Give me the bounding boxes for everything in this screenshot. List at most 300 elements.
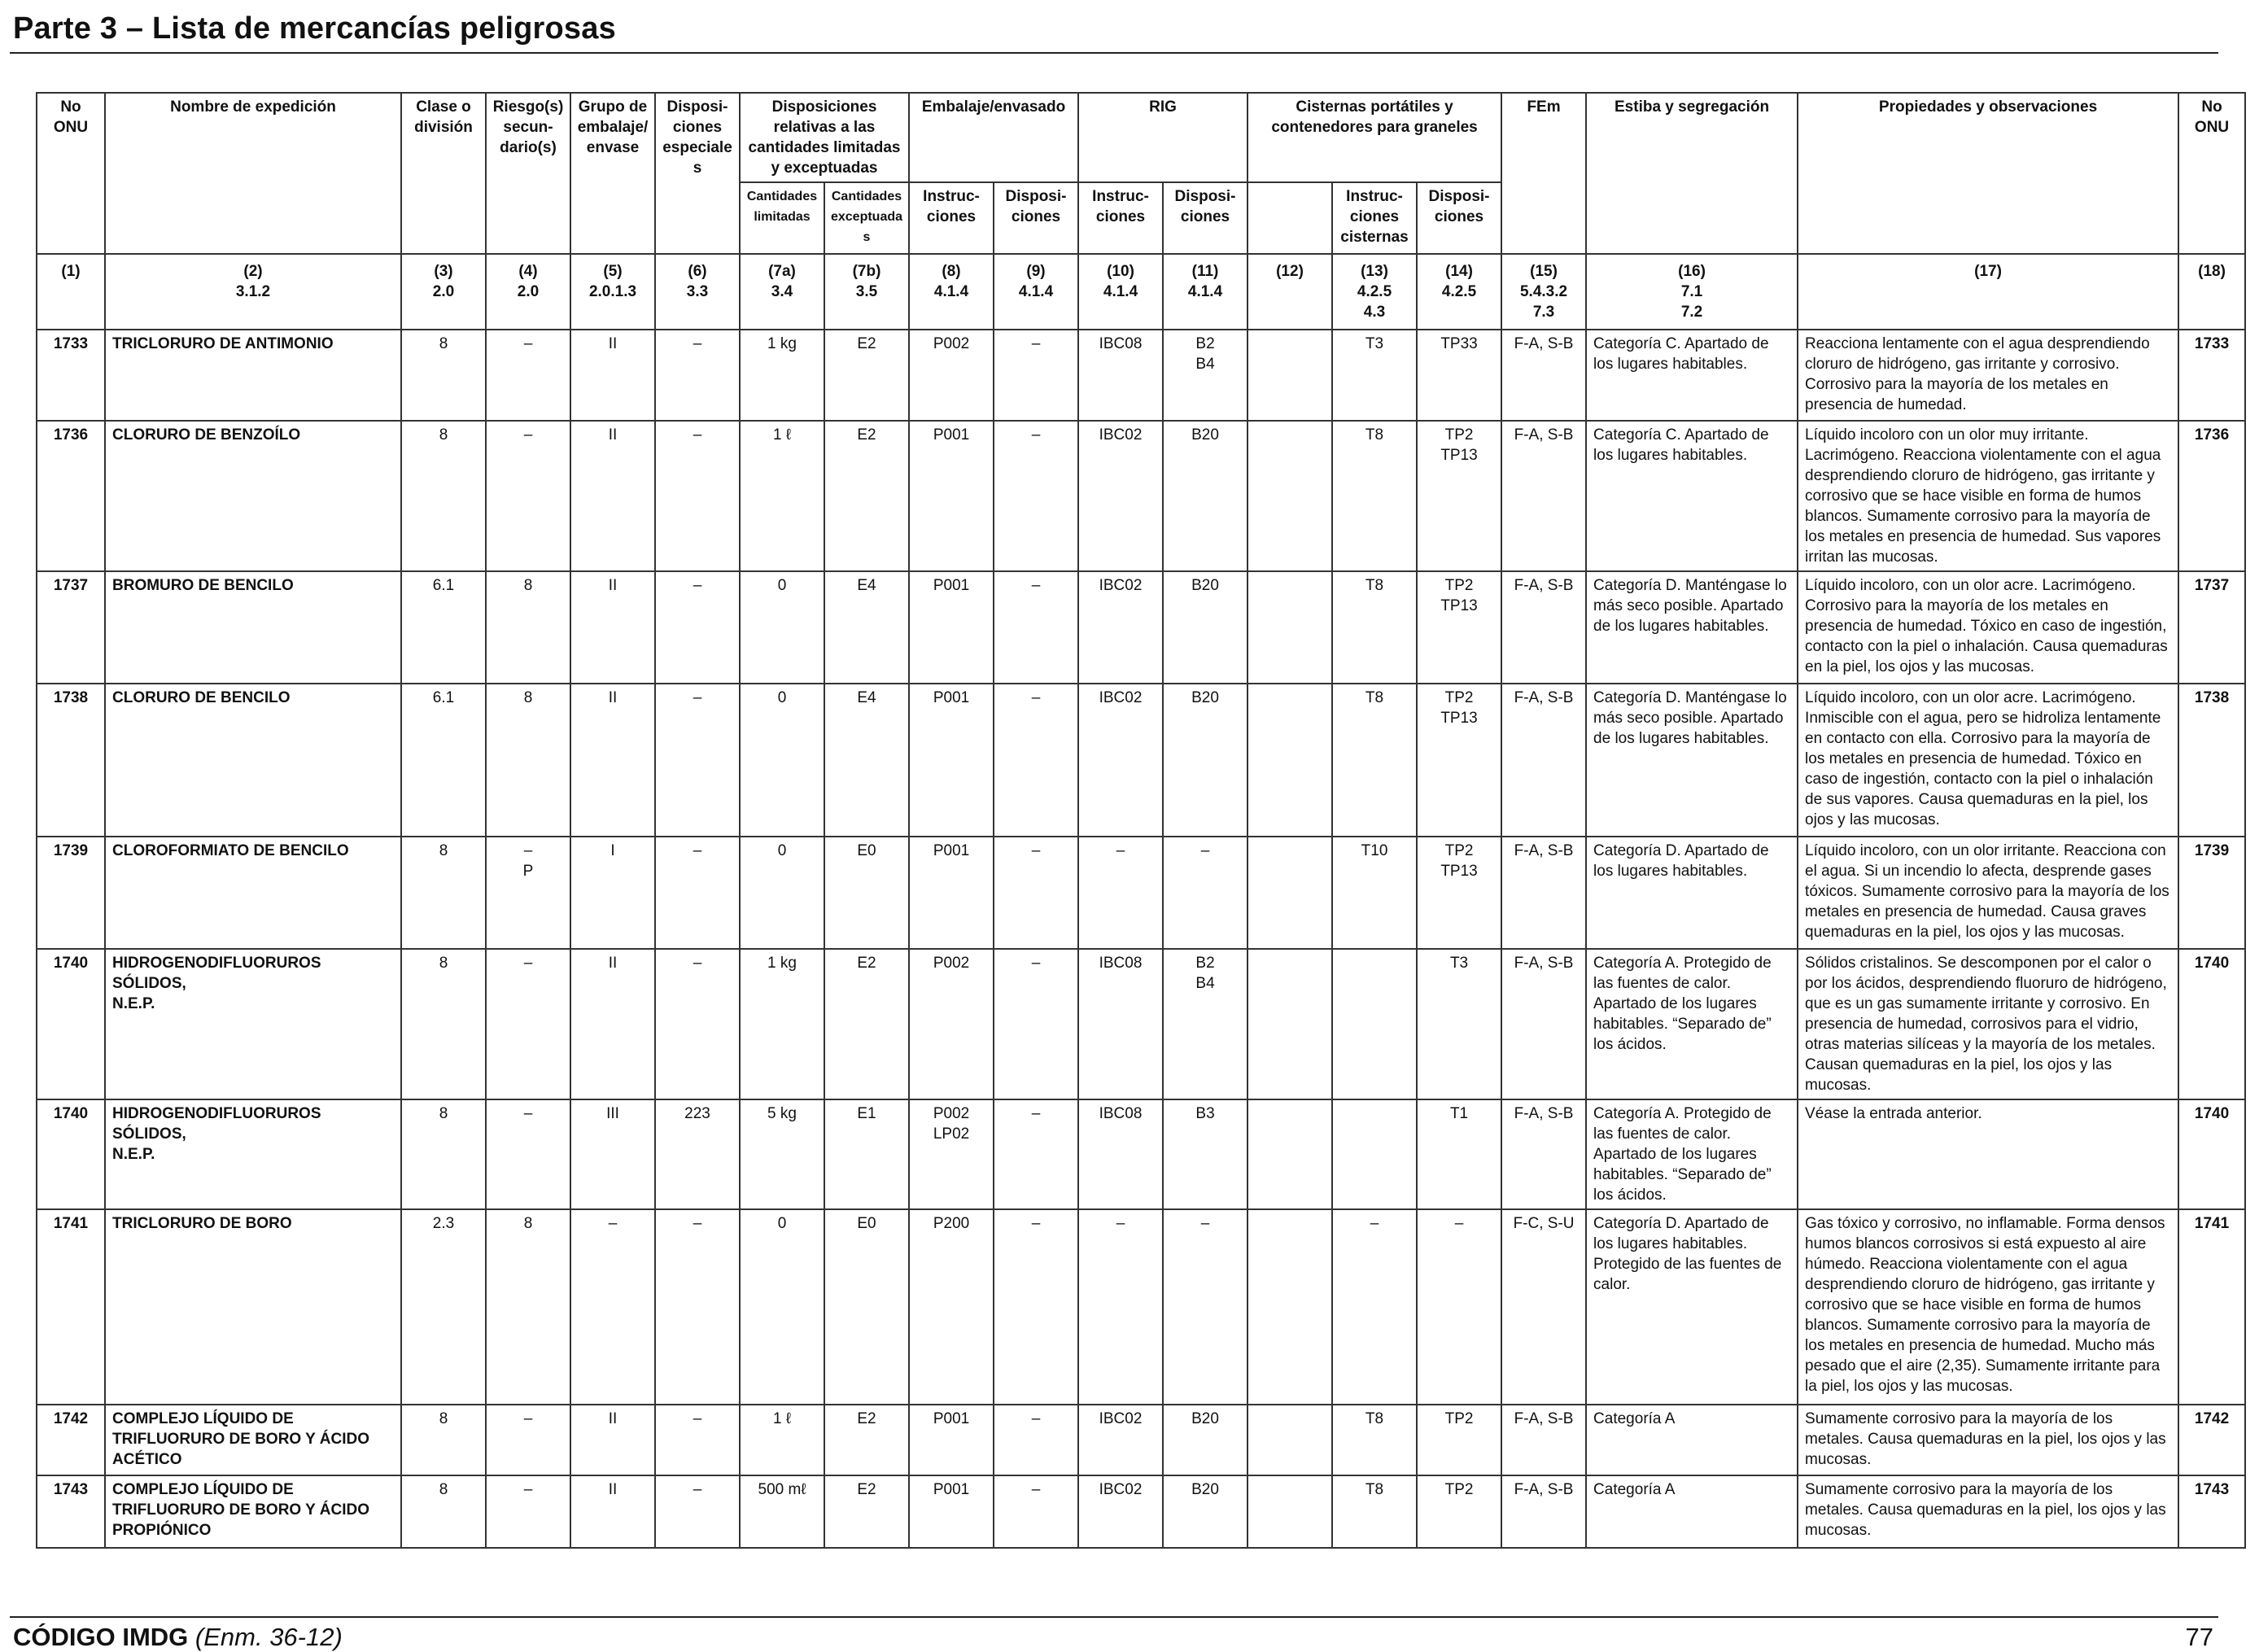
table-row xyxy=(37,571,2245,684)
ref-number-line: 4.1.4 xyxy=(1187,283,1223,300)
ibc-provision-cell-line: B3 xyxy=(1195,1105,1215,1122)
imo-tank-cell xyxy=(1247,837,1332,949)
ref-number-line: (13) xyxy=(1361,263,1388,280)
special-provisions-cell: – xyxy=(655,421,740,571)
packing-instruction-cell xyxy=(909,1099,994,1209)
ibc-provision-cell xyxy=(1163,949,1247,1099)
un-number-cell: 1736 xyxy=(37,421,105,571)
ref-number-line: (12) xyxy=(1276,263,1304,280)
ref-number-line: 3.5 xyxy=(855,283,878,300)
class-cell: 6.1 xyxy=(401,684,486,837)
col-header-class: Clase o división xyxy=(401,93,486,254)
ibc-instruction-cell: IBC02 xyxy=(1078,1405,1163,1475)
packing-group-cell: III xyxy=(570,1099,655,1209)
col-header-packing-provisions: Disposi-ciones xyxy=(994,182,1078,254)
shipping-name-cell xyxy=(105,421,401,571)
imo-tank-cell xyxy=(1247,571,1332,684)
table-body xyxy=(37,330,2245,1548)
packing-instruction-cell-line: P200 xyxy=(933,1215,970,1232)
special-provisions-cell: – xyxy=(655,1405,740,1475)
properties-cell: Véase la entrada anterior. xyxy=(1798,1099,2178,1209)
packing-provision-cell: – xyxy=(994,837,1078,949)
properties-cell: Sumamente corrosivo para la mayoría de los metales. Causa quemaduras en la piel, los ojos y las mucosas. xyxy=(1798,1475,2178,1548)
imo-tank-cell xyxy=(1247,1099,1332,1209)
ref-number-cell xyxy=(486,254,570,330)
subsidiary-risk-cell-line: 8 xyxy=(523,689,533,706)
class-cell: 8 xyxy=(401,837,486,949)
tank-instruction-cell xyxy=(1332,949,1417,1099)
ibc-provision-cell-line: B20 xyxy=(1191,426,1219,444)
class-cell: 8 xyxy=(401,421,486,571)
properties-cell: Líquido incoloro, con un olor irritante. Reacciona con el agua. Si un incendio lo afecta, desprende gases tóxicos. Sumamente corrosivo para la mayoría de los metales en presencia de humedad. Causa graves quemaduras en la piel, los ojos y las mucosas. xyxy=(1798,837,2178,949)
packing-instruction-cell xyxy=(909,330,994,421)
special-provisions-cell: – xyxy=(655,1209,740,1405)
packing-instruction-cell-line: P002 xyxy=(933,955,970,972)
packing-instruction-cell-line: P002 xyxy=(933,335,970,352)
ref-number-cell xyxy=(824,254,909,330)
subsidiary-risk-cell-line: 8 xyxy=(523,1215,533,1232)
ref-number-line: 7.2 xyxy=(1680,304,1703,321)
packing-instruction-cell xyxy=(909,421,994,571)
shipping-name-cell xyxy=(105,1099,401,1209)
subsidiary-risk-cell xyxy=(486,1475,570,1548)
ref-number-line: (3) xyxy=(434,263,453,280)
ibc-instruction-cell: IBC02 xyxy=(1078,1475,1163,1548)
tank-provision-cell xyxy=(1417,330,1501,421)
limited-quantity-cell: 500 mℓ xyxy=(740,1475,824,1548)
ref-number-cell xyxy=(2178,254,2245,330)
subsidiary-risk-cell-line: – xyxy=(523,426,533,444)
table-row xyxy=(37,330,2245,421)
tank-provision-cell xyxy=(1417,1099,1501,1209)
subsidiary-risk-cell-line: 8 xyxy=(523,577,533,594)
reference-number-row xyxy=(37,254,2245,330)
packing-instruction-cell xyxy=(909,571,994,684)
tank-provision-cell-line: TP13 xyxy=(1440,863,1478,880)
ibc-provision-cell xyxy=(1163,1475,1247,1548)
tank-instruction-cell: T3 xyxy=(1332,330,1417,421)
col-header-ibc-provisions: Disposi-ciones xyxy=(1163,182,1247,254)
un-number-cell: 1737 xyxy=(37,571,105,684)
class-cell: 8 xyxy=(401,330,486,421)
shipping-name-cell-line: BROMURO DE BENCILO xyxy=(112,577,294,594)
tank-provision-cell-line: T3 xyxy=(1449,955,1469,972)
packing-instruction-cell xyxy=(909,684,994,837)
ref-number-line: (1) xyxy=(61,263,81,280)
subsidiary-risk-cell-line: – xyxy=(523,1105,533,1122)
limited-quantity-cell: 0 xyxy=(740,684,824,837)
ref-number-line: (6) xyxy=(688,263,707,280)
special-provisions-cell: – xyxy=(655,571,740,684)
packing-instruction-cell xyxy=(909,1405,994,1475)
dangerous-goods-table-wrapper xyxy=(36,92,2246,1549)
ibc-provision-cell-line: B4 xyxy=(1195,975,1215,992)
packing-provision-cell: – xyxy=(994,1209,1078,1405)
excepted-quantity-cell: E4 xyxy=(824,684,909,837)
packing-group-cell: II xyxy=(570,421,655,571)
special-provisions-cell: 223 xyxy=(655,1099,740,1209)
packing-instruction-cell-line: P001 xyxy=(933,426,970,444)
ems-cell: F-A, S-B xyxy=(1501,837,1586,949)
ibc-provision-cell-line: B20 xyxy=(1191,1410,1219,1427)
properties-cell: Gas tóxico y corrosivo, no inflamable. Forma densos humos blancos corrosivos si está expuesto al aire húmedo. Reacciona violentamente con el agua desprendiendo cloruro de hidrógeno, gas irritante y corrosivo que se hace visible en forma de humos blancos. Sumamente corrosivo para la mayoría de los metales en presencia de humedad. Mucho más pesado que el aire (2,35). Sumamente irritante para la piel, los ojos y las mucosas. xyxy=(1798,1209,2178,1405)
imo-tank-cell xyxy=(1247,1405,1332,1475)
footer-amendment: (Enm. 36-12) xyxy=(194,1623,343,1651)
un-number-cell: 1741 xyxy=(37,1209,105,1405)
subsidiary-risk-cell-line: – xyxy=(523,1410,533,1427)
ibc-provision-cell xyxy=(1163,421,1247,571)
stowage-cell: Categoría D. Manténgase lo más seco posible. Apartado de los lugares habitables. xyxy=(1586,571,1798,684)
packing-group-cell: II xyxy=(570,571,655,684)
col-header-onu-end: No ONU xyxy=(2178,93,2245,254)
col-header-limited-quantities: Cantidades limitadas xyxy=(740,182,824,254)
ref-number-line: (9) xyxy=(1026,263,1046,280)
ref-number-line: 4.1.4 xyxy=(1018,283,1054,300)
tank-instruction-cell: – xyxy=(1332,1209,1417,1405)
shipping-name-cell-line: ACÉTICO xyxy=(112,1451,182,1468)
tank-provision-cell-line: TP2 xyxy=(1444,577,1474,594)
ref-number-line: 3.4 xyxy=(771,283,793,300)
subsidiary-risk-cell-line: – xyxy=(523,1481,533,1498)
ibc-provision-cell-line: B2 xyxy=(1195,335,1215,352)
shipping-name-cell-line: PROPIÓNICO xyxy=(112,1522,212,1539)
ems-cell: F-A, S-B xyxy=(1501,1475,1586,1548)
ref-number-line: (7a) xyxy=(768,263,796,280)
tank-provision-cell-line: TP2 xyxy=(1444,426,1474,444)
properties-cell: Sumamente corrosivo para la mayoría de los metales. Causa quemaduras en la piel, los ojos y las mucosas. xyxy=(1798,1405,2178,1475)
ref-number-line: (17) xyxy=(1974,263,2002,280)
ref-number-line: (4) xyxy=(518,263,538,280)
ems-cell: F-A, S-B xyxy=(1501,330,1586,421)
tank-provision-cell-line: TP33 xyxy=(1440,335,1478,352)
un-number-end-cell: 1740 xyxy=(2178,949,2245,1099)
ref-number-line: 4.2.5 xyxy=(1357,283,1392,300)
class-cell: 8 xyxy=(401,1099,486,1209)
ref-number-cell xyxy=(1798,254,2178,330)
ibc-instruction-cell: IBC02 xyxy=(1078,421,1163,571)
col-header-stowage: Estiba y segregación xyxy=(1586,93,1798,254)
packing-group-cell: I xyxy=(570,837,655,949)
tank-provision-cell-line: TP13 xyxy=(1440,447,1478,464)
tank-instruction-cell: T8 xyxy=(1332,1475,1417,1548)
table-row xyxy=(37,1475,2245,1548)
ref-number-cell xyxy=(105,254,401,330)
stowage-cell: Categoría C. Apartado de los lugares habitables. xyxy=(1586,421,1798,571)
packing-provision-cell: – xyxy=(994,421,1078,571)
packing-instruction-cell-line: P002 xyxy=(933,1105,970,1122)
packing-instruction-cell-line: P001 xyxy=(933,689,970,706)
limited-quantity-cell: 1 kg xyxy=(740,330,824,421)
un-number-cell: 1738 xyxy=(37,684,105,837)
class-cell: 2.3 xyxy=(401,1209,486,1405)
ibc-instruction-cell: IBC08 xyxy=(1078,949,1163,1099)
excepted-quantity-cell: E2 xyxy=(824,330,909,421)
tank-provision-cell xyxy=(1417,684,1501,837)
ibc-provision-cell xyxy=(1163,330,1247,421)
ibc-provision-cell xyxy=(1163,1099,1247,1209)
limited-quantity-cell: 0 xyxy=(740,1209,824,1405)
subsidiary-risk-cell xyxy=(486,837,570,949)
excepted-quantity-cell: E2 xyxy=(824,949,909,1099)
packing-group-cell: II xyxy=(570,330,655,421)
ref-number-line: 4.1.4 xyxy=(1103,283,1138,300)
table-row xyxy=(37,684,2245,837)
ref-number-line: 4.1.4 xyxy=(933,283,969,300)
ref-number-cell xyxy=(1332,254,1417,330)
stowage-cell: Categoría D. Manténgase lo más seco posible. Apartado de los lugares habitables. xyxy=(1586,684,1798,837)
packing-group-cell: II xyxy=(570,1475,655,1548)
subsidiary-risk-cell xyxy=(486,949,570,1099)
ref-number-cell xyxy=(655,254,740,330)
tank-provision-cell-line: TP2 xyxy=(1444,842,1474,859)
stowage-cell: Categoría C. Apartado de los lugares habitables. xyxy=(1586,330,1798,421)
table-row xyxy=(37,1209,2245,1405)
ref-number-line: (15) xyxy=(1530,263,1558,280)
packing-instruction-cell xyxy=(909,1209,994,1405)
tank-instruction-cell: T10 xyxy=(1332,837,1417,949)
ref-number-line: (5) xyxy=(603,263,623,280)
un-number-end-cell: 1740 xyxy=(2178,1099,2245,1209)
col-header-tank-blank xyxy=(1247,182,1332,254)
limited-quantity-cell: 1 ℓ xyxy=(740,421,824,571)
col-header-tank-provisions: Disposi-ciones xyxy=(1417,182,1501,254)
stowage-cell: Categoría A. Protegido de las fuentes de calor. Apartado de los lugares habitables. “Separado de” los ácidos. xyxy=(1586,1099,1798,1209)
ibc-provision-cell-line: – xyxy=(1200,1215,1210,1232)
ibc-provision-cell-line: B20 xyxy=(1191,689,1219,706)
packing-provision-cell: – xyxy=(994,684,1078,837)
ref-number-line: 7.3 xyxy=(1532,304,1555,321)
ref-number-line: (16) xyxy=(1678,263,1706,280)
shipping-name-cell-line: TRICLORURO DE BORO xyxy=(112,1215,292,1232)
ref-number-line: 3.3 xyxy=(686,283,709,300)
page-title: Parte 3 – Lista de mercancías peligrosas xyxy=(13,11,616,46)
un-number-cell: 1742 xyxy=(37,1405,105,1475)
shipping-name-cell-line: TRICLORURO DE ANTIMONIO xyxy=(112,335,334,352)
shipping-name-cell-line: CLOROFORMIATO DE BENCILO xyxy=(112,842,349,859)
page-number: 77 xyxy=(2185,1623,2213,1651)
stowage-cell: Categoría A xyxy=(1586,1475,1798,1548)
ems-cell: F-A, S-B xyxy=(1501,684,1586,837)
shipping-name-cell xyxy=(105,330,401,421)
packing-provision-cell: – xyxy=(994,1405,1078,1475)
col-header-excepted-quantities: Cantidades exceptuadas xyxy=(824,182,909,254)
imo-tank-cell xyxy=(1247,421,1332,571)
table-row xyxy=(37,837,2245,949)
packing-instruction-cell-line: P001 xyxy=(933,842,970,859)
special-provisions-cell: – xyxy=(655,837,740,949)
dangerous-goods-table xyxy=(36,92,2246,1549)
tank-instruction-cell: T8 xyxy=(1332,571,1417,684)
ibc-provision-cell-line: B4 xyxy=(1195,356,1215,373)
shipping-name-cell-line: COMPLEJO LÍQUIDO DE xyxy=(112,1410,294,1427)
ref-number-cell xyxy=(1501,254,1586,330)
ibc-provision-cell xyxy=(1163,684,1247,837)
ibc-instruction-cell: – xyxy=(1078,1209,1163,1405)
un-number-end-cell: 1736 xyxy=(2178,421,2245,571)
subsidiary-risk-cell xyxy=(486,330,570,421)
col-header-packing-group: Grupo de embalaje/ envase xyxy=(570,93,655,254)
shipping-name-cell-line: N.E.P. xyxy=(112,995,155,1012)
packing-instruction-cell-line: P001 xyxy=(933,1410,970,1427)
tank-provision-cell xyxy=(1417,949,1501,1099)
shipping-name-cell-line: CLORURO DE BENCILO xyxy=(112,689,291,706)
special-provisions-cell: – xyxy=(655,330,740,421)
subsidiary-risk-cell xyxy=(486,1209,570,1405)
subsidiary-risk-cell xyxy=(486,571,570,684)
special-provisions-cell: – xyxy=(655,684,740,837)
packing-provision-cell: – xyxy=(994,330,1078,421)
ref-number-line: (18) xyxy=(2198,263,2226,280)
un-number-end-cell: 1739 xyxy=(2178,837,2245,949)
ref-number-line: 4.3 xyxy=(1363,304,1386,321)
subsidiary-risk-cell xyxy=(486,1099,570,1209)
limited-quantity-cell: 1 ℓ xyxy=(740,1405,824,1475)
ref-number-cell xyxy=(37,254,105,330)
shipping-name-cell xyxy=(105,1405,401,1475)
imo-tank-cell xyxy=(1247,684,1332,837)
subsidiary-risk-cell-line: – xyxy=(523,842,533,859)
shipping-name-cell-line: N.E.P. xyxy=(112,1146,155,1163)
shipping-name-cell-line: TRIFLUORURO DE BORO Y ÁCIDO xyxy=(112,1431,369,1448)
subsidiary-risk-cell xyxy=(486,684,570,837)
subsidiary-risk-cell xyxy=(486,421,570,571)
tank-provision-cell-line: TP2 xyxy=(1444,1410,1474,1427)
stowage-cell: Categoría D. Apartado de los lugares habitables. Protegido de las fuentes de calor. xyxy=(1586,1209,1798,1405)
class-cell: 8 xyxy=(401,1405,486,1475)
table-row xyxy=(37,1099,2245,1209)
tank-provision-cell-line: TP13 xyxy=(1440,710,1478,727)
ref-number-cell xyxy=(1078,254,1163,330)
stowage-cell: Categoría A. Protegido de las fuentes de calor. Apartado de los lugares habitables. “Separado de” los ácidos. xyxy=(1586,949,1798,1099)
shipping-name-cell xyxy=(105,949,401,1099)
col-header-ibc-instructions: Instruc-ciones xyxy=(1078,182,1163,254)
col-header-subsidiary-risk: Riesgo(s) secun-dario(s) xyxy=(486,93,570,254)
un-number-cell: 1743 xyxy=(37,1475,105,1548)
footer-code xyxy=(13,1623,343,1652)
col-header-packing-instructions: Instruc-ciones xyxy=(909,182,994,254)
packing-instruction-cell xyxy=(909,949,994,1099)
packing-provision-cell: – xyxy=(994,571,1078,684)
packing-provision-cell: – xyxy=(994,949,1078,1099)
imo-tank-cell xyxy=(1247,1209,1332,1405)
ibc-provision-cell-line: B20 xyxy=(1191,1481,1219,1498)
imo-tank-cell xyxy=(1247,330,1332,421)
un-number-end-cell: 1743 xyxy=(2178,1475,2245,1548)
excepted-quantity-cell: E0 xyxy=(824,837,909,949)
ref-number-line: (14) xyxy=(1445,263,1473,280)
tank-provision-cell xyxy=(1417,571,1501,684)
col-header-special-provisions: Disposi-ciones especiales xyxy=(655,93,740,254)
subsidiary-risk-cell-line: P xyxy=(522,863,534,880)
un-number-cell: 1733 xyxy=(37,330,105,421)
tank-provision-cell-line: TP13 xyxy=(1440,597,1478,614)
ibc-provision-cell-line: B2 xyxy=(1195,955,1215,972)
excepted-quantity-cell: E0 xyxy=(824,1209,909,1405)
subsidiary-risk-cell xyxy=(486,1405,570,1475)
packing-provision-cell: – xyxy=(994,1475,1078,1548)
shipping-name-cell xyxy=(105,1475,401,1548)
excepted-quantity-cell: E1 xyxy=(824,1099,909,1209)
ems-cell: F-A, S-B xyxy=(1501,949,1586,1099)
col-header-properties: Propiedades y observaciones xyxy=(1798,93,2178,254)
ems-cell: F-A, S-B xyxy=(1501,1405,1586,1475)
ref-number-line: (2) xyxy=(243,263,263,280)
tank-provision-cell xyxy=(1417,1475,1501,1548)
ibc-provision-cell xyxy=(1163,837,1247,949)
ems-cell: F-A, S-B xyxy=(1501,571,1586,684)
excepted-quantity-cell: E2 xyxy=(824,1405,909,1475)
ref-number-cell xyxy=(909,254,994,330)
shipping-name-cell xyxy=(105,837,401,949)
ref-number-line: 7.1 xyxy=(1680,283,1703,300)
special-provisions-cell: – xyxy=(655,1475,740,1548)
ref-number-cell xyxy=(1586,254,1798,330)
limited-quantity-cell: 0 xyxy=(740,837,824,949)
tank-provision-cell-line: – xyxy=(1454,1215,1464,1232)
special-provisions-cell: – xyxy=(655,949,740,1099)
col-header-ibc: RIG xyxy=(1078,93,1247,182)
un-number-end-cell: 1738 xyxy=(2178,684,2245,837)
table-row xyxy=(37,949,2245,1099)
class-cell: 8 xyxy=(401,949,486,1099)
ibc-instruction-cell: – xyxy=(1078,837,1163,949)
ibc-provision-cell xyxy=(1163,1405,1247,1475)
class-cell: 8 xyxy=(401,1475,486,1548)
tank-provision-cell-line: TP2 xyxy=(1444,1481,1474,1498)
col-header-name: Nombre de expedición xyxy=(105,93,401,254)
ref-number-line: (8) xyxy=(942,263,961,280)
shipping-name-cell-line: CLORURO DE BENZOÍLO xyxy=(112,426,301,444)
packing-instruction-cell xyxy=(909,1475,994,1548)
footer-code-name: CÓDIGO IMDG xyxy=(13,1623,189,1651)
class-cell: 6.1 xyxy=(401,571,486,684)
tank-instruction-cell: T8 xyxy=(1332,1405,1417,1475)
tank-provision-cell xyxy=(1417,1209,1501,1405)
excepted-quantity-cell: E2 xyxy=(824,421,909,571)
packing-instruction-cell-line: P001 xyxy=(933,1481,970,1498)
ibc-instruction-cell: IBC02 xyxy=(1078,571,1163,684)
col-header-packing: Embalaje/envasado xyxy=(909,93,1078,182)
col-header-tanks: Cisternas portátiles y contenedores para graneles xyxy=(1247,93,1501,182)
packing-group-cell: II xyxy=(570,1405,655,1475)
ref-number-line: (7b) xyxy=(852,263,881,280)
tank-instruction-cell xyxy=(1332,1099,1417,1209)
un-number-cell: 1740 xyxy=(37,949,105,1099)
ref-number-cell xyxy=(570,254,655,330)
excepted-quantity-cell: E2 xyxy=(824,1475,909,1548)
ref-number-cell xyxy=(1163,254,1247,330)
ems-cell: F-A, S-B xyxy=(1501,1099,1586,1209)
stowage-cell: Categoría D. Apartado de los lugares habitables. xyxy=(1586,837,1798,949)
properties-cell: Líquido incoloro, con un olor acre. Lacrimógeno. Inmiscible con el agua, pero se hidroliza lentamente en contacto con ella. Corrosivo para la mayoría de los metales en presencia de humedad. Tóxico en caso de ingestión, contacto con la piel o inhalación de sus vapores. Causa quemaduras en la piel, los ojos y las mucosas. xyxy=(1798,684,2178,837)
packing-instruction-cell-line: P001 xyxy=(933,577,970,594)
ref-number-line: 2.0.1.3 xyxy=(588,283,637,300)
tank-provision-cell xyxy=(1417,837,1501,949)
stowage-cell: Categoría A xyxy=(1586,1405,1798,1475)
excepted-quantity-cell: E4 xyxy=(824,571,909,684)
page-header xyxy=(10,7,2218,54)
table-row xyxy=(37,1405,2245,1475)
ibc-provision-cell xyxy=(1163,1209,1247,1405)
ibc-instruction-cell: IBC08 xyxy=(1078,1099,1163,1209)
tank-provision-cell-line: T1 xyxy=(1449,1105,1469,1122)
ibc-provision-cell-line: B20 xyxy=(1191,577,1219,594)
ref-number-line: 2.0 xyxy=(432,283,455,300)
shipping-name-cell-line: COMPLEJO LÍQUIDO DE xyxy=(112,1481,294,1498)
imo-tank-cell xyxy=(1247,949,1332,1099)
packing-group-cell: II xyxy=(570,684,655,837)
limited-quantity-cell: 0 xyxy=(740,571,824,684)
